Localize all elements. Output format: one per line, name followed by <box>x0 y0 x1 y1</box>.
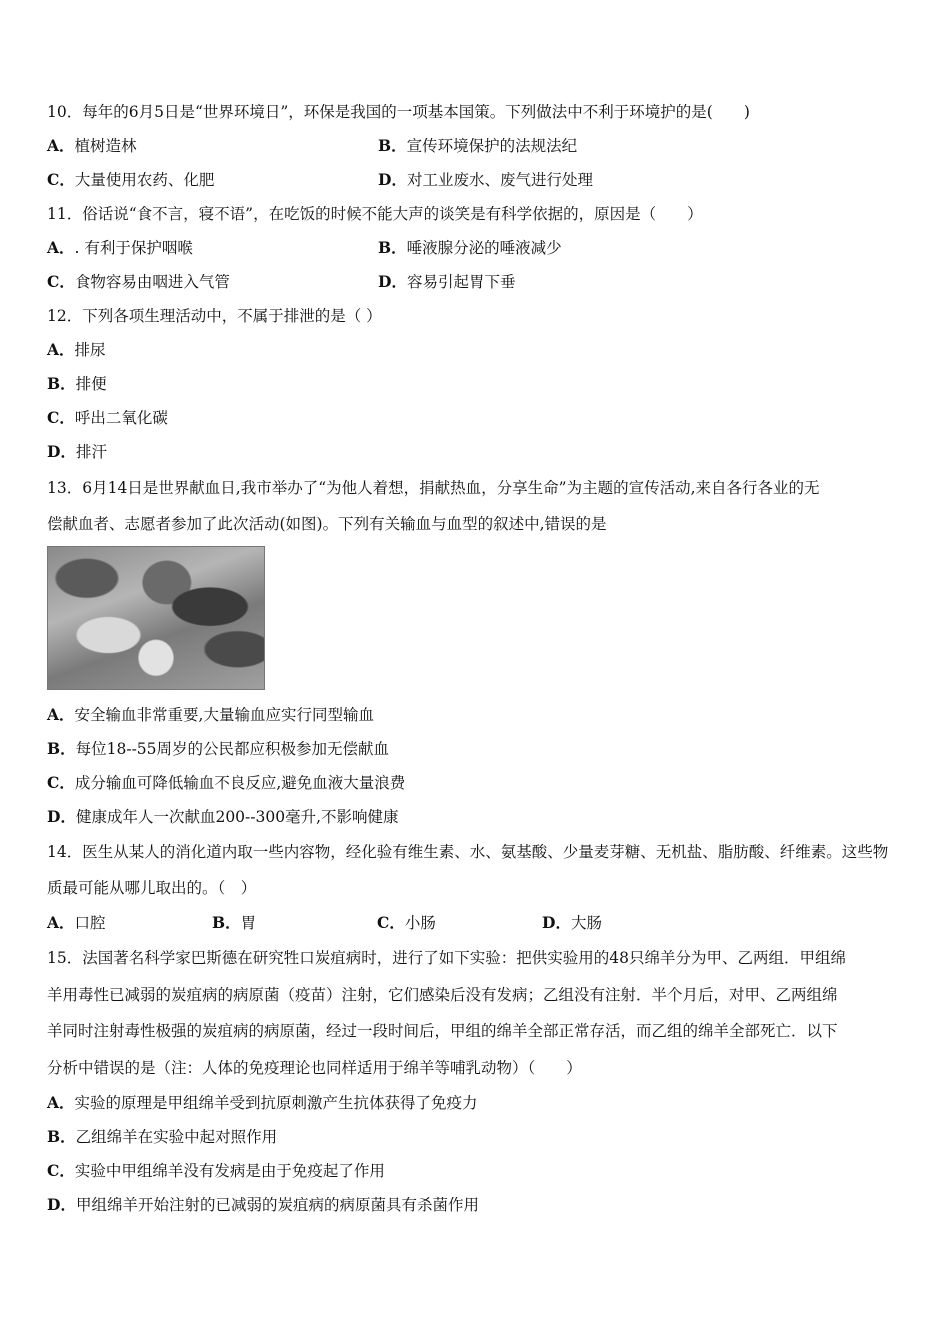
q12-option-b <box>47 374 107 394</box>
q13-option-a <box>47 705 374 725</box>
option-letter: C． <box>377 913 405 932</box>
option-letter: B． <box>47 374 76 393</box>
option-letter: C． <box>47 1161 75 1180</box>
option-text: 唾液腺分泌的唾液减少 <box>406 239 562 257</box>
q13-stem-line-2: 偿献血者、志愿者参加了此次活动(如图)。下列有关输血与血型的叙述中,错误的是 <box>47 515 607 533</box>
q10-stem: 10．每年的6月5日是“世界环境日”，环保是我国的一项基本国策。下列做法中不利于环境护的是( ) <box>47 103 750 121</box>
q12-option-a <box>47 340 106 360</box>
q13-option-c <box>47 773 405 793</box>
option-text: 胃 <box>240 914 257 932</box>
option-text: 宣传环境保护的法规法纪 <box>406 137 578 155</box>
q15-option-b <box>47 1127 277 1147</box>
option-text: 实验中甲组绵羊没有发病是由于免疫起了作用 <box>74 1162 385 1180</box>
q10-option-c <box>47 170 214 190</box>
q14-option-a <box>47 913 106 933</box>
option-text: 甲组绵羊开始注射的已减弱的炭疽病的病原菌具有杀菌作用 <box>75 1196 479 1214</box>
q12-option-c <box>47 408 168 428</box>
option-letter: D． <box>542 913 571 932</box>
option-text: 排尿 <box>74 341 106 359</box>
q10-options-row-2 <box>47 170 910 190</box>
q10-option-d <box>378 170 593 190</box>
option-text: 呼出二氧化碳 <box>74 409 168 427</box>
option-text: 乙组绵羊在实验中起对照作用 <box>75 1128 278 1146</box>
option-text: 健康成年人一次献血200--300毫升,不影响健康 <box>75 808 399 826</box>
option-text: 小肠 <box>404 914 436 932</box>
option-letter: D． <box>47 807 76 826</box>
q10-option-b <box>378 136 577 156</box>
option-letter: B． <box>47 739 76 758</box>
option-letter: D． <box>47 442 76 461</box>
blood-donation-photo <box>47 546 265 690</box>
option-letter: C． <box>47 773 75 792</box>
option-text: 大量使用农药、化肥 <box>74 171 215 189</box>
q11-options-row-1 <box>47 238 910 258</box>
option-letter: A． <box>47 913 75 932</box>
q15-option-d <box>47 1195 479 1215</box>
option-letter: D． <box>378 170 407 189</box>
option-text: 口腔 <box>74 914 106 932</box>
q11-option-d <box>378 272 515 292</box>
q14-option-c <box>377 913 436 933</box>
option-text: 食物容易由咽进入气管 <box>74 273 230 291</box>
option-letter: A． <box>47 238 75 257</box>
option-letter: B． <box>378 136 407 155</box>
option-letter: A． <box>47 1093 75 1112</box>
q15-stem-line-1: 15．法国著名科学家巴斯德在研究牲口炭疽病时，进行了如下实验：把供实验用的48只绵羊分为甲、乙两组．甲组绵 <box>47 949 846 967</box>
q12-stem: 12．下列各项生理活动中，不属于排泄的是（ ） <box>47 307 382 325</box>
option-letter: B． <box>212 913 241 932</box>
q15-option-c <box>47 1161 385 1181</box>
q14-option-d <box>542 913 602 933</box>
option-letter: A． <box>47 136 75 155</box>
option-text: 容易引起胃下垂 <box>406 273 516 291</box>
q13-option-b <box>47 739 389 759</box>
option-text: 排便 <box>75 375 107 393</box>
q11-stem: 11．俗话说“食不言，寝不语”，在吃饭的时候不能大声的谈笑是有科学依据的，原因是（ ） <box>47 205 703 223</box>
q11-options-row-2 <box>47 272 910 292</box>
option-text: 对工业废水、废气进行处理 <box>406 171 593 189</box>
option-text: . 有利于保护咽喉 <box>74 239 193 257</box>
option-letter: C． <box>47 170 75 189</box>
q15-option-a <box>47 1093 478 1113</box>
q11-option-b <box>378 238 562 258</box>
option-text: 每位18--55周岁的公民都应积极参加无偿献血 <box>75 740 390 758</box>
option-letter: D． <box>378 272 407 291</box>
q14-stem-line-2: 质最可能从哪儿取出的。（ ） <box>47 879 257 897</box>
q15-stem-line-2: 羊用毒性已减弱的炭疽病的病原菌（疫苗）注射，它们感染后没有发病；乙组没有注射．半个月后，对甲、乙两组绵 <box>47 986 838 1004</box>
option-text: 排汗 <box>75 443 107 461</box>
q13-stem-line-1: 13．6月14日是世界献血日,我市举办了“为他人着想，捐献热血，分享生命”为主题的宣传活动,来自各行各业的无 <box>47 479 820 497</box>
q12-option-d <box>47 442 107 462</box>
q14-stem-line-1: 14．医生从某人的消化道内取一些内容物，经化验有维生素、水、氨基酸、少量麦芽糖、无机盐、脂肪酸、纤维素。这些物 <box>47 843 889 861</box>
q14-option-b <box>212 913 256 933</box>
option-letter: C． <box>47 272 75 291</box>
option-letter: B． <box>47 1127 76 1146</box>
q14-options-row <box>47 913 910 933</box>
option-text: 大肠 <box>570 914 602 932</box>
option-letter: A． <box>47 340 75 359</box>
option-text: 植树造林 <box>74 137 137 155</box>
option-letter: C． <box>47 408 75 427</box>
q13-option-d <box>47 807 399 827</box>
q15-stem-line-3: 羊同时注射毒性极强的炭疽病的病原菌，经过一段时间后，甲组的绵羊全部正常存活，而乙组的绵羊全部死亡．以下 <box>47 1022 838 1040</box>
option-letter: A． <box>47 705 75 724</box>
option-letter: B． <box>378 238 407 257</box>
q11-option-a <box>47 238 193 258</box>
option-text: 实验的原理是甲组绵羊受到抗原刺激产生抗体获得了免疫力 <box>74 1094 478 1112</box>
q11-option-c <box>47 272 230 292</box>
q10-options-row-1 <box>47 136 910 156</box>
option-letter: D． <box>47 1195 76 1214</box>
q15-stem-line-4: 分析中错误的是（注：人体的免疫理论也同样适用于绵羊等哺乳动物）（ ） <box>47 1059 582 1077</box>
option-text: 成分输血可降低输血不良反应,避免血液大量浪费 <box>74 774 406 792</box>
option-text: 安全输血非常重要,大量输血应实行同型输血 <box>74 706 374 724</box>
q10-option-a <box>47 136 137 156</box>
